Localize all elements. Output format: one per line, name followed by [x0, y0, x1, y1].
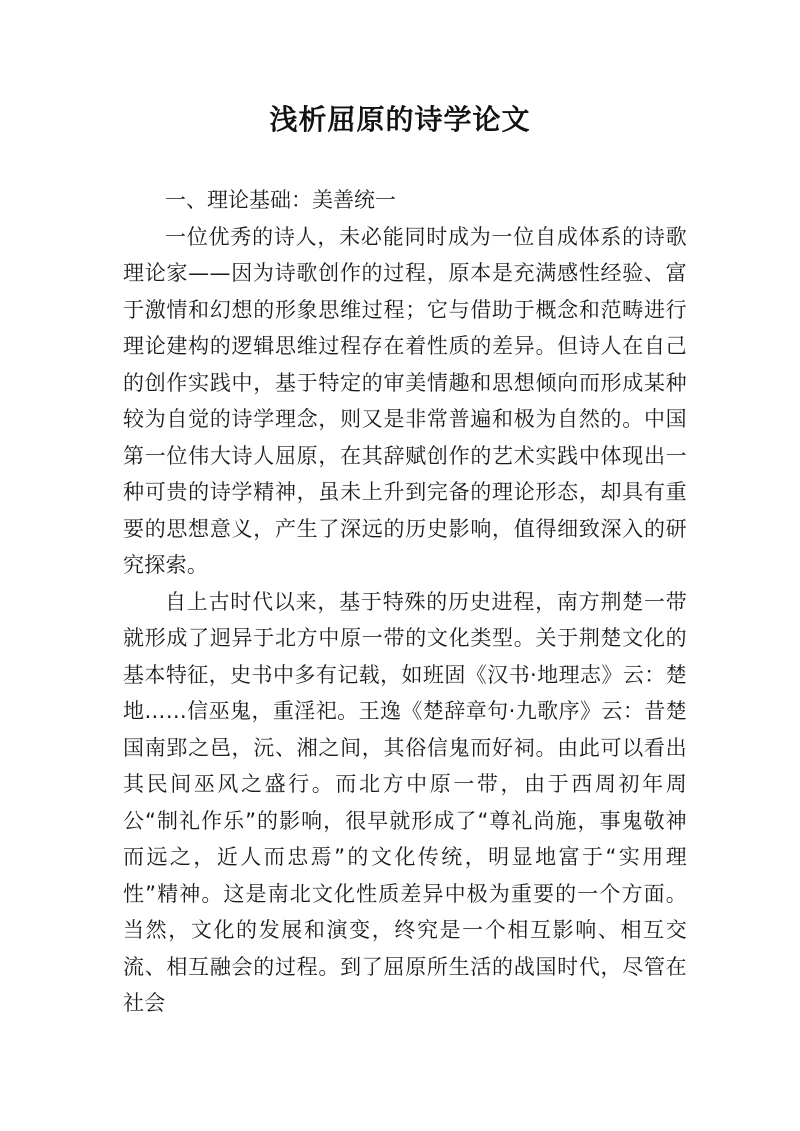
document-body [123, 182, 687, 1022]
paragraph-2: 自上古时代以来，基于特殊的历史进程，南方荆楚一带就形成了迥异于北方中原一带的文化类型。关于荆楚文化的基本特征，史书中多有记载，如班固《汉书·地理志》云：楚地……信巫鬼，重淫祀。王逸《楚辞章句·九歌序》云：昔楚国南郢之邑，沅、湘之间，其俗信鬼而好祠。由此可以看出其民间巫风之盛行。而北方中原一带，由于西周初年周公“制礼作乐”的影响，很早就形成了“尊礼尚施，事鬼敬神而远之，近人而忠焉”的文化传统，明显地富于“实用理性”精神。这是南北文化性质差异中极为重要的一个方面。当然，文化的发展和演变，终究是一个相互影响、相互交流、相互融会的过程。到了屈原所生活的战国时代，尽管在社会 [123, 589, 687, 1015]
section-heading: 一、理论基础：美善统一 [165, 188, 396, 212]
page-title: 浅析屈原的诗学论文 [269, 103, 531, 136]
paragraph-1: 一位优秀的诗人，未必能同时成为一位自成体系的诗歌理论家——因为诗歌创作的过程，原本是充满感性经验、富于激情和幻想的形象思维过程；它与借助于概念和范畴进行理论建构的逻辑思维过程存在着性质的差异。但诗人在自己的创作实践中，基于特定的审美情趣和思想倾向而形成某种较为自觉的诗学理念，则又是非常普遍和极为自然的。中国第一位伟大诗人屈原，在其辞赋创作的艺术实践中体现出一种可贵的诗学精神，虽未上升到完备的理论形态，却具有重要的思想意义，产生了深远的历史影响，值得细致深入的研究探索。 [123, 224, 687, 577]
